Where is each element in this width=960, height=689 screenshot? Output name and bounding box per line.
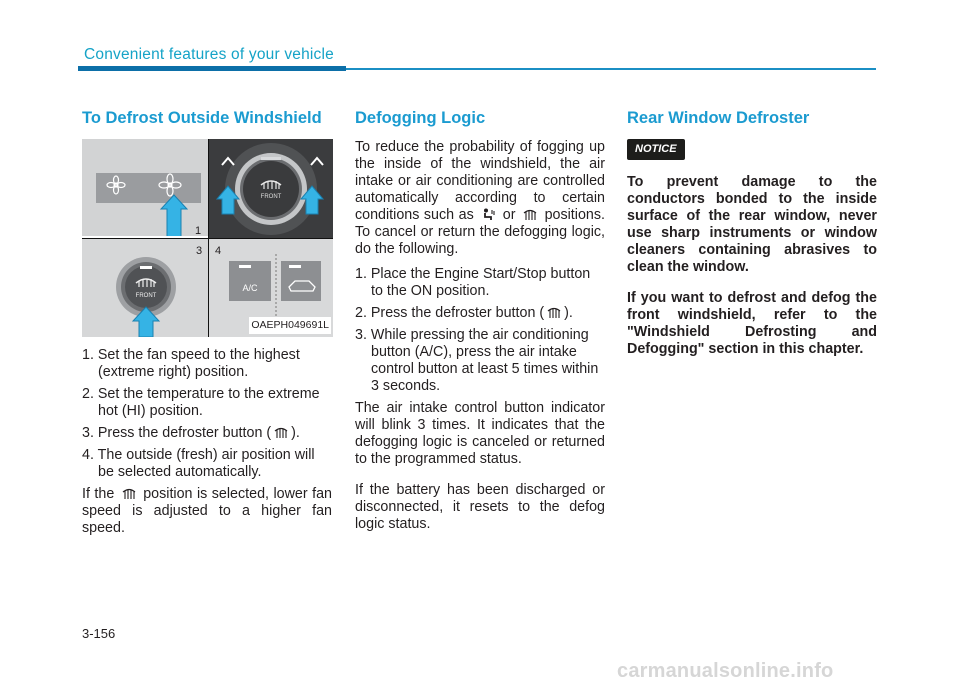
- defroster-icon: [273, 426, 289, 439]
- step-2: 2. Press the defroster button ( ).: [355, 305, 573, 321]
- paragraph: The air intake control button indicator will blink 3 times. It indicates that the defogging logic is canceled or returned to the programmed status.: [355, 400, 605, 467]
- column-rear-window-defroster: [627, 110, 877, 366]
- defroster-icon: [546, 306, 562, 319]
- step-1: 1. Place the Engine Start/Stop button to the ON position.: [355, 266, 591, 299]
- page-number: 3-156: [82, 626, 116, 641]
- notice-paragraph: To prevent damage to the conductors bonded to the inside surface of the rear window, never use sharp instruments or window cleaners containing abrasives to clean the window.: [627, 174, 877, 275]
- paragraph: If the battery has been discharged or disconnected, it resets to the defog logic status.: [355, 482, 605, 532]
- step-3: 3. Press the defroster button ( ).: [82, 425, 300, 441]
- defroster-icon: [522, 208, 538, 221]
- step-4: 4. The outside (fresh) air position will be selected automatically.: [82, 447, 315, 480]
- watermark: carmanualsonline.info: [617, 660, 834, 682]
- floor-defrost-icon: [480, 208, 496, 221]
- defrost-button-panel: [82, 239, 208, 337]
- intro-paragraph: To reduce the probability of fogging up the inside of the windshield, the air intake or air conditioning are controlled automatically according to certain conditions such as or positions. To cancel or return the defogging logic, do the following.: [355, 139, 605, 257]
- button-front-text: FRONT: [135, 293, 157, 299]
- ac-button-text: A/C: [242, 283, 258, 293]
- knob-front-text: FRONT: [260, 194, 282, 200]
- step-1: 1. Set the fan speed to the highest (extreme right) position.: [82, 347, 300, 380]
- step-3: 3. While pressing the air conditioning button (A/C), press the air intake control button at least 5 times within 3 seconds.: [355, 327, 599, 394]
- section-heading: To Defrost Outside Windshield: [82, 109, 322, 127]
- section-heading: Defogging Logic: [355, 109, 486, 127]
- defrost-knob-panel: [209, 139, 333, 238]
- column-defogging-logic: [355, 110, 605, 541]
- figure-label-3: 3: [196, 245, 203, 257]
- control-panel-figure: [82, 139, 333, 337]
- header-bar: [78, 66, 346, 71]
- figure-caption: OAEPH049691L: [249, 317, 331, 334]
- step-2: 2. Set the temperature to the extreme hot (HI) position.: [82, 386, 320, 419]
- notice-badge: NOTICE: [627, 139, 685, 160]
- figure-label-4: 4: [215, 245, 222, 257]
- notice-paragraph: If you want to defrost and defog the front windshield, refer to the "Windshield Defrosting and Defogging" section in this chapter.: [627, 290, 877, 357]
- figure-label-1: 1: [195, 225, 202, 237]
- header-rule: [346, 68, 876, 70]
- header-title: Convenient features of your vehicle: [84, 46, 334, 63]
- defroster-icon: [121, 487, 137, 500]
- column-defrost-windshield: [82, 110, 332, 545]
- paragraph: If the position is selected, lower fan speed is adjusted to a higher fan speed.: [82, 486, 332, 536]
- fan-speed-panel: [82, 139, 208, 238]
- section-heading: Rear Window Defroster: [627, 109, 810, 127]
